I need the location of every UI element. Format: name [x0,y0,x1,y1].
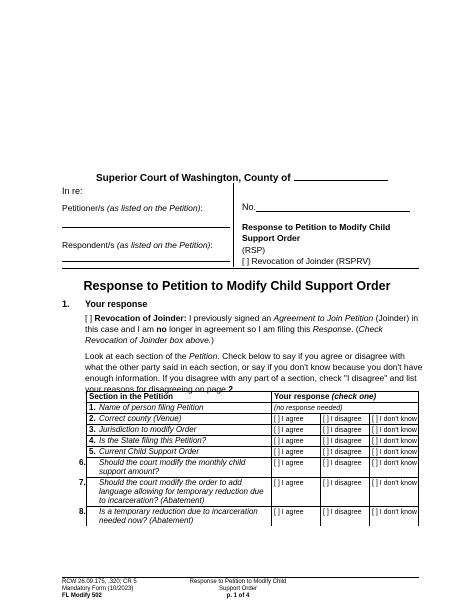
table-row: 3. Jurisdiction to modify Order [ ] I agree [ ] I disagree [ ] I don't know [87,425,419,436]
section-title: Your response [85,299,148,309]
petitioner-label: Petitioner/s (as listed on the Petition): [62,203,203,213]
joinder-paragraph: [ ] Revocation of Joinder: I previously signed an Agreement to Join Petition (Joinder) in this case and I am no longer in agreement so I am filing this Response. (Check Revocation of Joinder box above.) [85,313,419,345]
col-response-header: Your response (check one) [272,392,419,403]
agree-checkbox[interactable]: [ ] I agree [274,480,304,487]
caption-doc-title: Response to Petition to Modify Child Support Order [242,222,391,243]
county-blank[interactable] [294,171,388,181]
table-header [87,392,419,403]
table-row: 6. Should the court modify the monthly child support amount? [ ] I agree [ ] I disagree [ ] I don't know [79,458,417,476]
court-heading [96,171,388,184]
respondent-line[interactable] [62,261,230,262]
dont-know-checkbox[interactable]: [ ] I don't know [369,436,418,446]
disagree-checkbox[interactable]: [ ] I disagree [320,414,369,424]
agree-checkbox[interactable]: [ ] I agree [274,438,304,445]
case-number-label: No. [242,202,257,212]
respondent-label: Respondent/s (as listed on the Petition): [62,240,213,250]
case-number-line[interactable] [256,211,410,212]
dont-know-checkbox[interactable]: [ ] I don't know [369,478,418,506]
no-response-note: (no response needed) [274,405,343,412]
caption-rule [62,268,419,269]
petitioner-line[interactable] [62,227,230,228]
disagree-checkbox[interactable]: [ ] I disagree [320,447,369,457]
page-title: Response to Petition to Modify Child Support Order [83,279,391,293]
court-name: Superior Court of Washington, County of [96,173,291,184]
section-number: 1. [62,299,70,309]
dont-know-checkbox[interactable]: [ ] I don't know [369,414,418,424]
instructions-paragraph: Look at each section of the Petition. Check below to say if you agree or disagree with what the other party said in each section, or say if you don't know because you don't have enough information. If you disagree with any part of a section, check "I disagree" and list your reasons for disagreeing on page 2. [85,351,423,394]
table-row: 5. Current Child Support Order [ ] I agree [ ] I disagree [ ] I don't know [87,447,419,458]
footer-page: p. 1 of 4 [226,593,250,599]
footer-center [182,579,294,600]
agree-checkbox[interactable]: [ ] I agree [274,460,304,467]
footer-rule [62,577,419,578]
col-section-header: Section in the Petition [87,392,272,403]
agree-checkbox[interactable]: [ ] I agree [274,427,304,434]
dont-know-checkbox[interactable]: [ ] I don't know [369,507,418,526]
agree-checkbox[interactable]: [ ] I agree [274,509,304,516]
joinder-checkbox[interactable]: [ ] [85,313,93,323]
footer-title: Response to Petition to Modify Child Support Order [189,579,287,592]
dont-know-checkbox[interactable]: [ ] I don't know [369,447,418,457]
agree-checkbox[interactable]: [ ] I agree [274,449,304,456]
caption-divider [233,183,234,267]
footer-mandatory: Mandatory Form (10/2023) [62,586,134,592]
table-row: 7. Should the court modify the order to add language allowing for temporary reduction due to incarceration? (Abatement) [ ] I agree [ ] I disagree [ ] I don't know [79,478,417,505]
table-row: 8. Is a temporary reduction due to incarceration needed now? (Abatement) [ ] I agree [ ] I disagree [ ] I don't know [79,507,417,525]
revocation-checkbox[interactable]: [ ] Revocation of Joinder (RSPRV) [242,256,371,266]
dont-know-checkbox[interactable]: [ ] I don't know [369,425,418,435]
footer-rcw: RCW 26.09.175, .320; CR 5 [62,579,137,585]
footer-left [62,579,137,600]
disagree-checkbox[interactable]: [ ] I disagree [320,458,369,477]
disagree-checkbox[interactable]: [ ] I disagree [320,507,369,526]
dont-know-checkbox[interactable]: [ ] I don't know [369,458,418,477]
agree-checkbox[interactable]: [ ] I agree [274,416,304,423]
footer-form-id: FL Modify 502 [62,593,102,599]
caption-doc-code: (RSP) [242,245,266,255]
disagree-checkbox[interactable]: [ ] I disagree [320,478,369,506]
table-row: 1. Name of person filing Petition (no response needed) [87,403,419,414]
in-re-label: In re: [62,186,83,196]
response-table [79,391,419,526]
disagree-checkbox[interactable]: [ ] I disagree [320,436,369,446]
disagree-checkbox[interactable]: [ ] I disagree [320,425,369,435]
table-row: 4. Is the State filing this Petition? [ ] I agree [ ] I disagree [ ] I don't know [87,436,419,447]
table-row: 2. Correct county (Venue) [ ] I agree [ ] I disagree [ ] I don't know [87,414,419,425]
